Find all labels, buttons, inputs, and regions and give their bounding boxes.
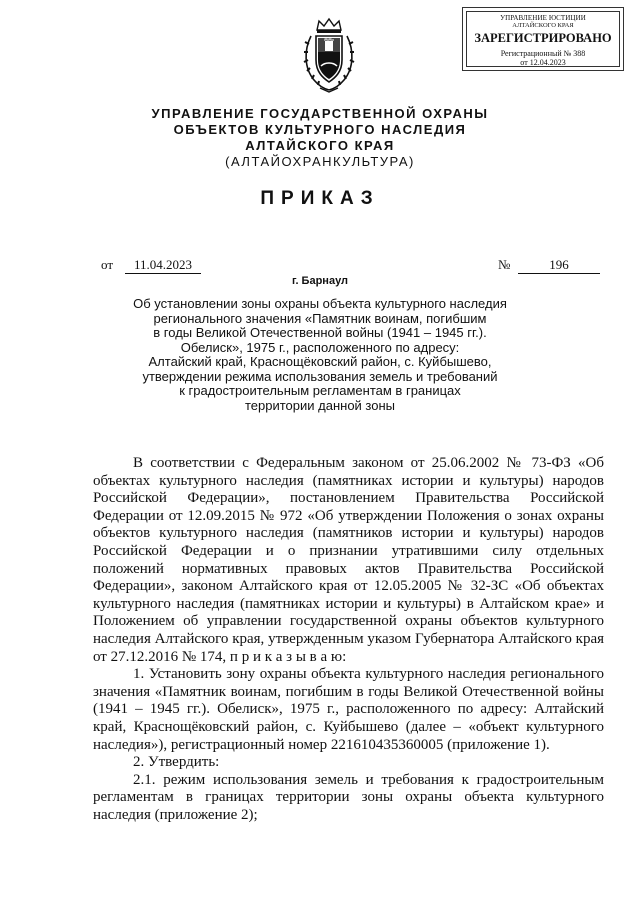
stamp-authority-line1: УПРАВЛЕНИЕ ЮСТИЦИИ [500, 14, 586, 22]
stamp-status: ЗАРЕГИСТРИРОВАНО [474, 31, 612, 45]
authority-name-line1: УПРАВЛЕНИЕ ГОСУДАРСТВЕННОЙ ОХРАНЫ [151, 106, 489, 121]
date-prefix: от [101, 257, 114, 272]
title-line: территории данной зоны [244, 397, 395, 413]
title-line: в годы Великой Отечественной войны (1941 – 1945 гг.). [153, 325, 487, 340]
authority-name-line2: ОБЪЕКТОВ КУЛЬТУРНОГО НАСЛЕДИЯ [173, 122, 467, 137]
document-type: ПРИКАЗ [260, 188, 380, 209]
number-prefix: № [498, 257, 511, 272]
title-line: утверждении режима использования земель и требований [142, 368, 498, 384]
document-date: 11.04.2023 [125, 257, 201, 274]
title-line: Алтайский край, Краснощёковский район, с. Куйбышево, [148, 354, 492, 369]
title-line: к градостроительным регламентам в границах [179, 383, 461, 398]
city: г. Барнаул [291, 275, 349, 287]
clause-2-paragraph: 2. Утвердить: [133, 754, 220, 771]
document-body [93, 455, 604, 824]
coat-of-arms-icon [302, 16, 356, 94]
clause-2-1-paragraph: 2.1. режим использования земель и требования к градостроительным регламентам в границах территории зоны охраны объекта культурного наследия (приложение 2); [93, 771, 604, 823]
authority-name-line3: АЛТАЙСКОГО КРАЯ [245, 138, 395, 153]
stamp-authority-line2: АЛТАЙСКОГО КРАЯ [512, 22, 574, 29]
authority-short-name: (АЛТАЙОХРАНКУЛЬТУРА) [225, 154, 415, 169]
title-line: Об установлении зоны охраны объекта культурного наследия [133, 296, 507, 311]
stamp-reg-number: Регистрационный № 388 [500, 49, 586, 58]
document-number: 196 [518, 257, 600, 274]
title-line: регионального значения «Памятник воинам, погибшим [153, 310, 487, 326]
title-line: Обелиск», 1975 г., расположенного по адресу: [180, 339, 460, 355]
stamp-reg-date: от 12.04.2023 [520, 58, 566, 67]
stamp-inner-frame [466, 11, 620, 67]
registration-stamp [462, 7, 624, 71]
preamble-paragraph: В соответствии с Федеральным законом от 25.06.2002 № 73-ФЗ «Об объектах культурного наследия (памятниках истории и культуры) народов Российской Федерации», постановлением Правительства Российской Федерации от 12.09.2015 № 972 «Об утверждении Положения о зонах охраны объектов культурного наследия (памятников истории и культуры) народов Российской Федерации и о признании утратившими силу отдельных положений нормативных правовых актов Правительства Российской Федерации», законом Алтайского края от 12.05.2005 № 32-ЗС «Об объектах культурного наследия (памятниках истории и культуры) в Алтайском крае» и Положением об управлении государственной охраны объектов культурного наследия Алтайского края, утвержденным указом Губернатора Алтайского края от 27.12.2016 № 174, п р и к а з ы в а ю: [93, 455, 604, 665]
document-title [120, 297, 520, 413]
clause-1-paragraph: 1. Установить зону охраны объекта культурного наследия регионального значения «Памятник воинам, погибшим в годы Великой Отечественной войны (1941 – 1945 гг.). Обелиск», 1975 г., расположенного по адресу: Алтайский край, Краснощёковский район, с. Куйбышево (далее – «объект культурного наследия»), регистрационный номер 221610435360005 (приложение 1). [93, 666, 604, 753]
